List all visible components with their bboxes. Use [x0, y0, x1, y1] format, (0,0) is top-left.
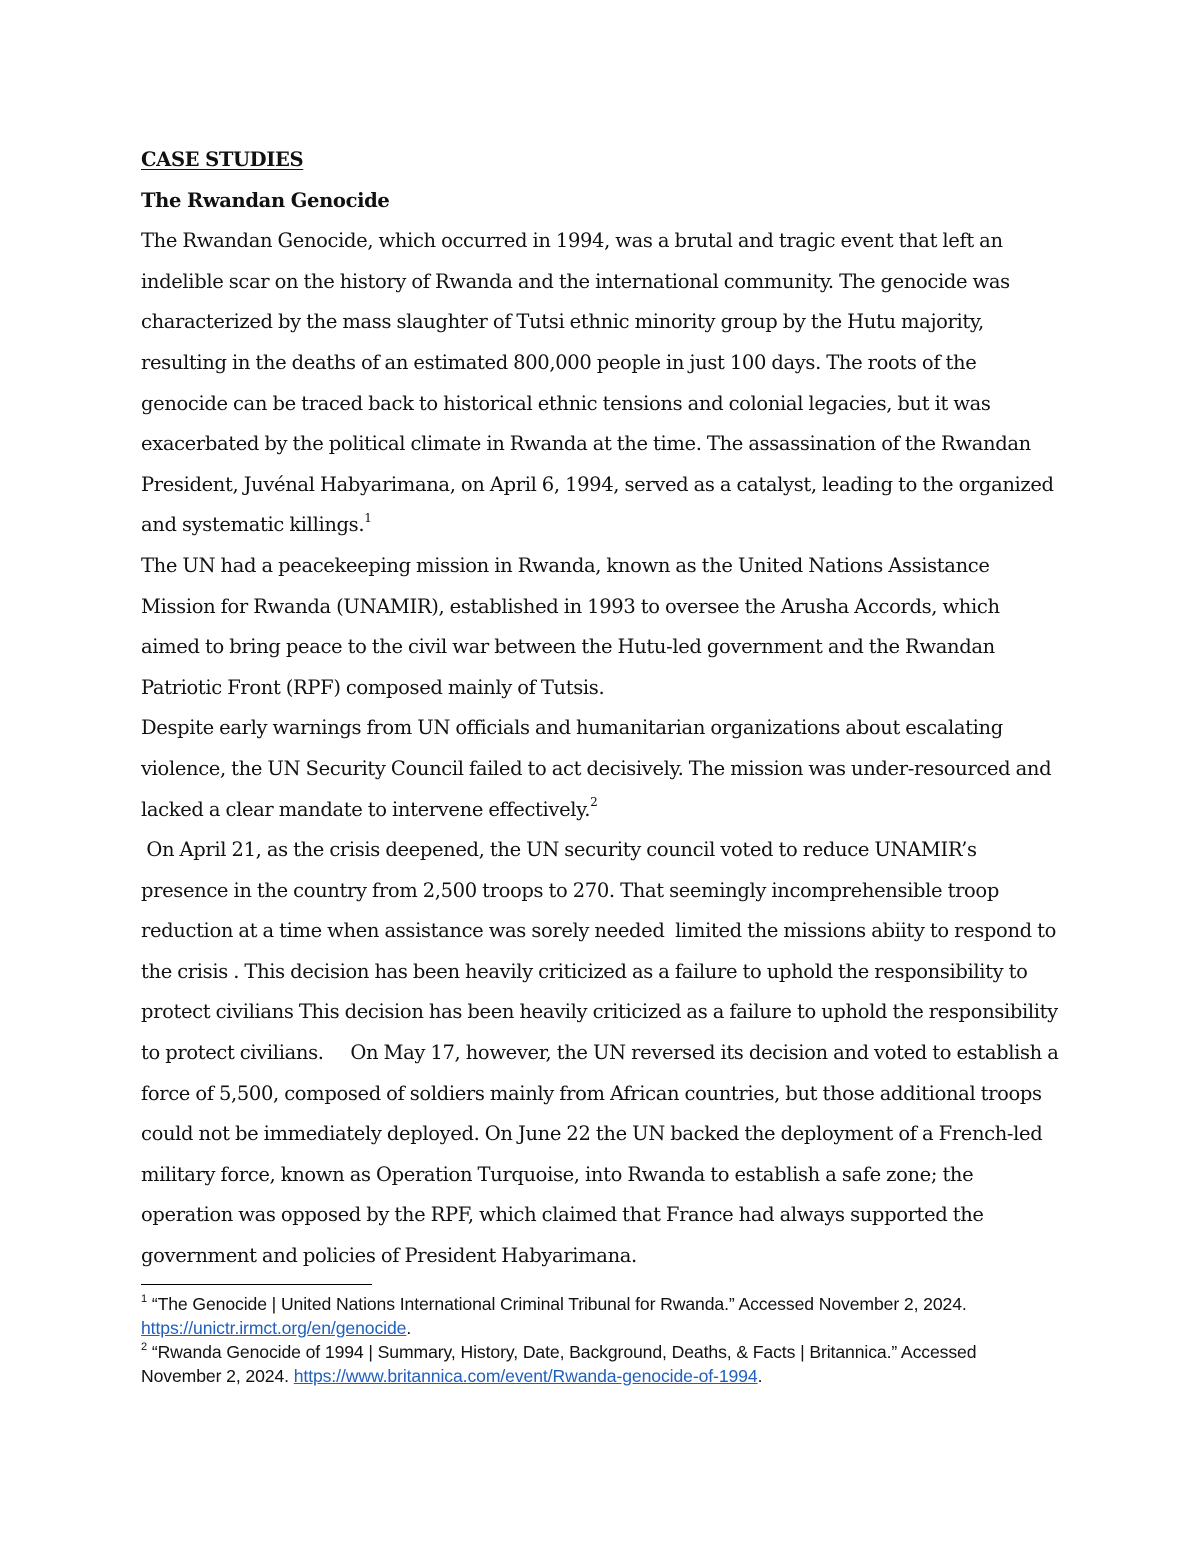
footnote-separator [141, 1284, 372, 1285]
paragraph-text: The UN had a peacekeeping mission in Rwanda, known as the United Nations Assistance Mission for Rwanda (UNAMIR), established in 1993 to oversee the Arusha Accords, which aimed to bring peace to the civil war between the Hutu-led government and the Rwandan Patriotic Front (RPF) composed mainly of Tutsis. [141, 553, 1000, 699]
footnotes-section [141, 1293, 1041, 1389]
paragraph-text: On April 21, as the crisis deepened, the UN security council voted to reduce UNAMIR’s presence in the country from 2,500 troops to 270. That seemingly incomprehensible troop reduction at a time when assistance was sorely needed limited the missions abiity to respond to the crisis . This decision has been heavily criticized as a failure to uphold the responsibility to protect civilians This decision has been heavily criticized as a failure to uphold the responsibility to protect civilians. On May 17, however, the UN reversed its decision and voted to establish a force of 5,500, composed of soldiers mainly from African countries, but those additional troops could not be immediately deployed. On June 22 the UN backed the deployment of a French-led military force, known as Operation Turquoise, into Rwanda to establish a safe zone; the operation was opposed by the RPF, which claimed that France had always supported the government and policies of President Habyarimana. [141, 838, 1064, 1268]
footnote-reference[interactable]: 2 [590, 795, 598, 809]
document-body [141, 140, 1064, 1277]
footnote-link[interactable]: https://unictr.irmct.org/en/genocide [141, 1317, 407, 1338]
paragraph-unamir [141, 546, 1061, 708]
footnote-reference[interactable]: 1 [364, 510, 372, 525]
footnote-link[interactable]: https://www.britannica.com/event/Rwanda-genocide-of-1994 [293, 1365, 758, 1386]
paragraph-text: Despite early warnings from UN officials and humanitarian organizations about escalating violence, the UN Security Council failed to act decisively. The mission was under-resourced and lacked a clear mandate to intervene effectively. [141, 716, 1052, 821]
document-title: The Rwandan Genocide [141, 188, 390, 212]
footnote-number: 2 [141, 1341, 148, 1354]
footnote-trailing: . [757, 1365, 763, 1386]
footnote-text: “Rwanda Genocide of 1994 | Summary, History, Date, Background, Deaths, & Facts | Britannica.” Accessed November 2, 2024. [141, 1342, 977, 1386]
paragraph-text: The Rwandan Genocide, which occurred in 1994, was a brutal and tragic event that left an indelible scar on the history of Rwanda and the international community. The genocide was characterized by the mass slaughter of Tutsi ethnic minority group by the Hutu majority, resulting in the deaths of an estimated 800,000 people in just 100 days. The roots of the genocide can be traced back to historical ethnic tensions and colonial legacies, but it was exacerbated by the political climate in Rwanda at the time. The assassination of the Rwandan President, Juvénal Habyarimana, on April 6, 1994, served as a catalyst, leading to the organized and systematic killings. [141, 229, 1054, 537]
footnote-item [141, 1293, 1041, 1340]
footnote-item [141, 1341, 1041, 1388]
paragraph-warnings [141, 708, 1061, 830]
footnote-text: “The Genocide | United Nations International Criminal Tribunal for Rwanda.” Accessed November 2, 2024. [147, 1294, 967, 1314]
section-heading: CASE STUDIES [141, 148, 304, 171]
footnote-number: 1 [141, 1293, 148, 1306]
paragraph-intro [141, 221, 1061, 546]
paragraph-troop-reduction [141, 830, 1064, 1277]
footnote-trailing: . [406, 1317, 412, 1338]
